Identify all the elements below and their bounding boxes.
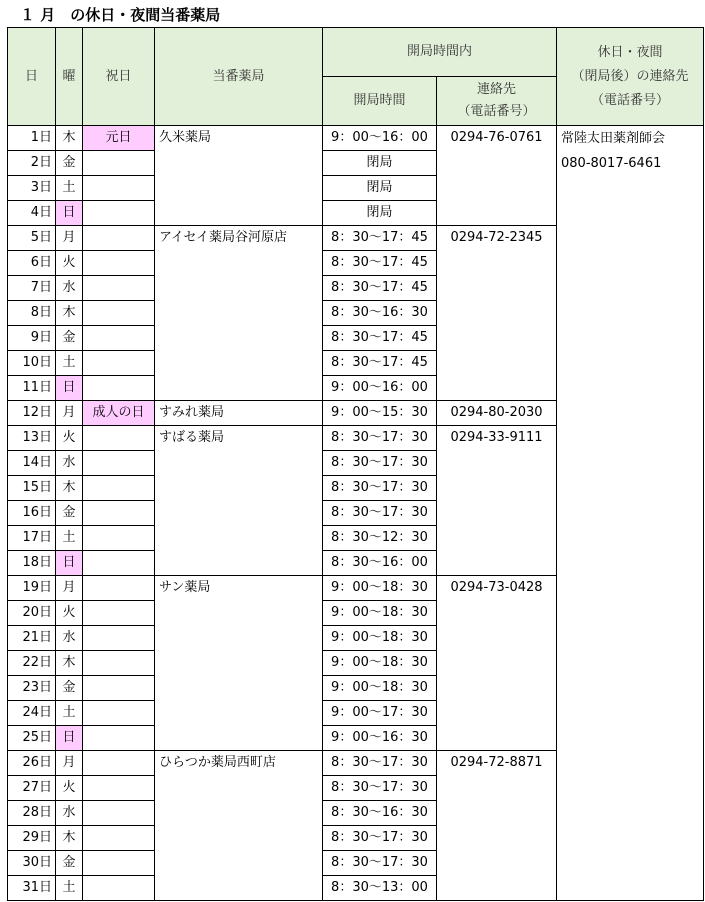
- open-hours-cell: 9：00～18：30: [323, 601, 437, 626]
- holiday-cell: [83, 826, 155, 851]
- day-cell: 1日: [8, 126, 56, 151]
- open-group-header: 開局時間内: [323, 28, 557, 77]
- holiday-cell: [83, 376, 155, 401]
- open-hours-header: 開局時間: [323, 77, 437, 126]
- holiday-cell: [83, 276, 155, 301]
- day-cell: 17日: [8, 526, 56, 551]
- day-cell: 8日: [8, 301, 56, 326]
- open-hours-cell: 9：00～18：30: [323, 676, 437, 701]
- open-hours-cell: 9：00～17：30: [323, 701, 437, 726]
- pharmacy-cell: 久米薬局: [155, 126, 323, 226]
- holiday-cell: [83, 651, 155, 676]
- open-hours-cell: 8：30～17：30: [323, 826, 437, 851]
- holiday-cell: [83, 676, 155, 701]
- night-contact-cell: [557, 126, 704, 901]
- open-hours-cell: 8：30～17：30: [323, 751, 437, 776]
- dow-cell: 火: [56, 601, 83, 626]
- pharmacy-schedule-table: [7, 27, 704, 901]
- day-cell: 6日: [8, 251, 56, 276]
- dow-cell: 月: [56, 576, 83, 601]
- holiday-cell: [83, 301, 155, 326]
- open-hours-cell: 8：30～17：45: [323, 251, 437, 276]
- day-cell: 26日: [8, 751, 56, 776]
- dow-cell: 土: [56, 351, 83, 376]
- open-hours-cell: 8：30～17：45: [323, 276, 437, 301]
- dow-cell: 土: [56, 876, 83, 901]
- pharmacy-cell: アイセイ薬局谷河原店: [155, 226, 323, 401]
- day-cell: 27日: [8, 776, 56, 801]
- dow-cell: 木: [56, 651, 83, 676]
- day-cell: 22日: [8, 651, 56, 676]
- pharmacy-cell: サン薬局: [155, 576, 323, 751]
- day-cell: 9日: [8, 326, 56, 351]
- dow-cell: 金: [56, 151, 83, 176]
- holiday-header: 祝日: [83, 28, 155, 126]
- day-cell: 25日: [8, 726, 56, 751]
- open-hours-cell: 8：30～17：45: [323, 226, 437, 251]
- day-cell: 12日: [8, 401, 56, 426]
- open-hours-cell: 8：30～16：30: [323, 801, 437, 826]
- contact-header: [437, 77, 557, 126]
- open-hours-cell: 閉局: [323, 151, 437, 176]
- night-header-line2: （閉局後）の連絡先: [571, 68, 689, 84]
- open-hours-cell: 8：30～17：45: [323, 351, 437, 376]
- dow-cell: 金: [56, 851, 83, 876]
- day-cell: 3日: [8, 176, 56, 201]
- day-cell: 15日: [8, 476, 56, 501]
- dow-cell: 火: [56, 426, 83, 451]
- page-title: １ 月 の休日・夜間当番薬局: [20, 6, 221, 24]
- night-contact-header: [557, 28, 704, 126]
- holiday-cell: [83, 876, 155, 901]
- holiday-cell: [83, 476, 155, 501]
- dow-cell: 火: [56, 776, 83, 801]
- open-hours-cell: 9：00～18：30: [323, 576, 437, 601]
- contact-header-line2: （電話番号）: [457, 104, 536, 119]
- holiday-cell: [83, 426, 155, 451]
- open-hours-cell: 8：30～12：30: [323, 526, 437, 551]
- holiday-cell: [83, 451, 155, 476]
- dow-cell: 水: [56, 276, 83, 301]
- pharmacy-header: 当番薬局: [155, 28, 323, 126]
- day-cell: 28日: [8, 801, 56, 826]
- day-cell: 16日: [8, 501, 56, 526]
- open-hours-cell: 8：30～17：30: [323, 776, 437, 801]
- dow-cell: 木: [56, 826, 83, 851]
- phone-cell: 0294-80-2030: [437, 401, 557, 426]
- holiday-cell: [83, 576, 155, 601]
- phone-cell: 0294-72-2345: [437, 226, 557, 401]
- day-cell: 21日: [8, 626, 56, 651]
- dow-cell: 木: [56, 476, 83, 501]
- day-cell: 2日: [8, 151, 56, 176]
- open-hours-cell: 9：00～18：30: [323, 626, 437, 651]
- dow-cell: 水: [56, 801, 83, 826]
- holiday-cell: [83, 751, 155, 776]
- holiday-cell: [83, 326, 155, 351]
- holiday-cell: [83, 851, 155, 876]
- open-hours-cell: 閉局: [323, 176, 437, 201]
- day-cell: 24日: [8, 701, 56, 726]
- holiday-cell: [83, 626, 155, 651]
- open-hours-cell: 8：30～16：30: [323, 301, 437, 326]
- dow-cell: 木: [56, 301, 83, 326]
- dow-cell: 水: [56, 451, 83, 476]
- holiday-cell: [83, 726, 155, 751]
- pharmacy-cell: すみれ薬局: [155, 401, 323, 426]
- night-header-line3: （電話番号）: [590, 92, 669, 108]
- day-cell: 10日: [8, 351, 56, 376]
- day-cell: 18日: [8, 551, 56, 576]
- dow-cell: 月: [56, 401, 83, 426]
- holiday-cell: [83, 151, 155, 176]
- holiday-cell: [83, 351, 155, 376]
- holiday-cell: [83, 701, 155, 726]
- phone-cell: 0294-72-8871: [437, 751, 557, 901]
- open-hours-cell: 8：30～16：00: [323, 551, 437, 576]
- holiday-cell: [83, 551, 155, 576]
- dow-cell: 水: [56, 626, 83, 651]
- phone-cell: 0294-33-9111: [437, 426, 557, 576]
- day-cell: 7日: [8, 276, 56, 301]
- dow-cell: 土: [56, 526, 83, 551]
- day-cell: 31日: [8, 876, 56, 901]
- pharmacy-cell: すばる薬局: [155, 426, 323, 576]
- dow-cell: 月: [56, 226, 83, 251]
- day-header: 日: [8, 28, 56, 126]
- schedule-body: [8, 126, 704, 901]
- dow-cell: 金: [56, 676, 83, 701]
- pharmacy-cell: ひらつか薬局西町店: [155, 751, 323, 901]
- phone-cell: 0294-76-0761: [437, 126, 557, 226]
- dow-cell: 木: [56, 126, 83, 151]
- holiday-cell: [83, 226, 155, 251]
- open-hours-cell: 9：00～16：30: [323, 726, 437, 751]
- holiday-cell: [83, 201, 155, 226]
- day-cell: 5日: [8, 226, 56, 251]
- holiday-cell: 成人の日: [83, 401, 155, 426]
- open-hours-cell: 8：30～17：30: [323, 501, 437, 526]
- day-cell: 4日: [8, 201, 56, 226]
- night-header-line1: 休日・夜間: [597, 44, 663, 60]
- dow-cell: 日: [56, 726, 83, 751]
- day-cell: 29日: [8, 826, 56, 851]
- holiday-cell: [83, 601, 155, 626]
- dow-cell: 金: [56, 326, 83, 351]
- open-hours-cell: 9：00～15：30: [323, 401, 437, 426]
- phone-cell: 0294-73-0428: [437, 576, 557, 751]
- holiday-cell: [83, 526, 155, 551]
- dow-cell: 金: [56, 501, 83, 526]
- open-hours-cell: 8：30～17：30: [323, 851, 437, 876]
- open-hours-cell: 閉局: [323, 201, 437, 226]
- dow-cell: 日: [56, 376, 83, 401]
- day-cell: 23日: [8, 676, 56, 701]
- dow-cell: 日: [56, 201, 83, 226]
- table-row: [8, 126, 704, 151]
- day-cell: 14日: [8, 451, 56, 476]
- day-cell: 11日: [8, 376, 56, 401]
- dow-cell: 月: [56, 751, 83, 776]
- dow-cell: 土: [56, 176, 83, 201]
- open-hours-cell: 9：00～16：00: [323, 126, 437, 151]
- dow-cell: 火: [56, 251, 83, 276]
- day-cell: 19日: [8, 576, 56, 601]
- holiday-cell: [83, 776, 155, 801]
- dow-header: 曜: [56, 28, 83, 126]
- open-hours-cell: 8：30～17：30: [323, 426, 437, 451]
- dow-cell: 土: [56, 701, 83, 726]
- open-hours-cell: 9：00～18：30: [323, 651, 437, 676]
- holiday-cell: 元日: [83, 126, 155, 151]
- open-hours-cell: 8：30～17：30: [323, 476, 437, 501]
- holiday-cell: [83, 176, 155, 201]
- day-cell: 20日: [8, 601, 56, 626]
- open-hours-cell: 8：30～17：30: [323, 451, 437, 476]
- night-contact-name: 常陸太田薬剤師会: [561, 131, 666, 146]
- day-cell: 13日: [8, 426, 56, 451]
- open-hours-cell: 8：30～17：45: [323, 326, 437, 351]
- open-hours-cell: 9：00～16：00: [323, 376, 437, 401]
- holiday-cell: [83, 501, 155, 526]
- night-contact-tel: 080-8017-6461: [561, 156, 662, 171]
- day-cell: 30日: [8, 851, 56, 876]
- holiday-cell: [83, 801, 155, 826]
- dow-cell: 日: [56, 551, 83, 576]
- open-hours-cell: 8：30～13：00: [323, 876, 437, 901]
- contact-header-line1: 連絡先: [476, 82, 516, 97]
- holiday-cell: [83, 251, 155, 276]
